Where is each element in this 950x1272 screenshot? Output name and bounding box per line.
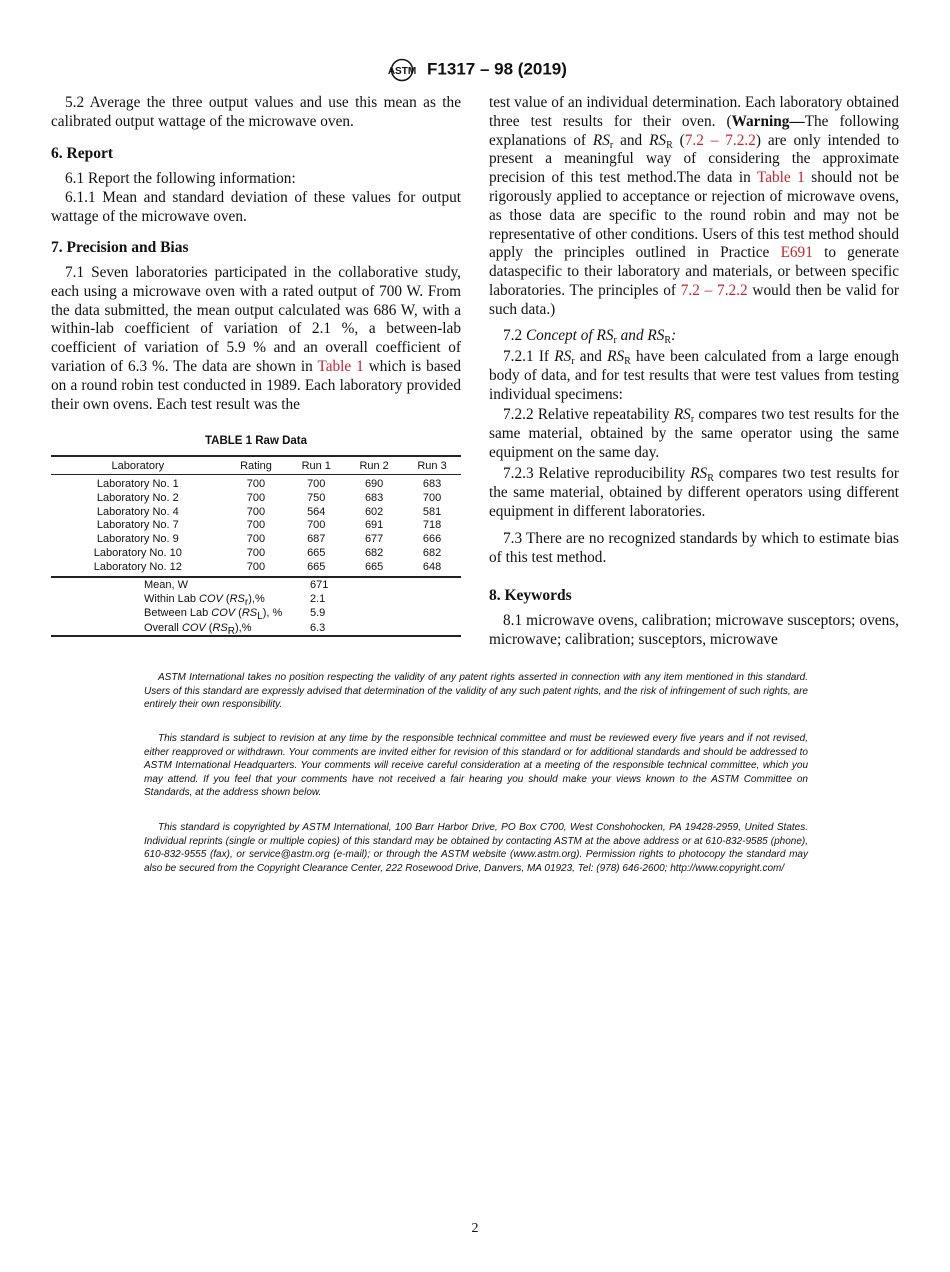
text-segment: 6.1.1 Mean and standard deviation of these values for output wattage of the microwave oven. [51, 189, 461, 225]
table-row [51, 519, 461, 533]
section-7-3 [489, 530, 899, 568]
table-cell: Laboratory No. 4 [96, 505, 179, 518]
text-segment: The following explanations of [489, 112, 900, 149]
table-cell: 700 [422, 491, 442, 504]
section-6-1-1 [51, 189, 461, 227]
table-cell: 687 [307, 533, 326, 546]
table-cell: 602 [364, 505, 384, 518]
text-segment: test value of an individual determination. Each laboratory obtained three test results for their oven. ( [489, 94, 899, 130]
section-6-1 [51, 170, 461, 189]
text-segment: COV [181, 621, 206, 634]
table-cell: 691 [364, 519, 384, 532]
text-segment: ) are only intended to present a meaningful way of considering the approximate precision of this test method.The data in [489, 131, 899, 187]
text-segment: would then be valid for such data.) [489, 281, 899, 318]
cross-reference-link[interactable]: 7.2 – 7.2.2 [680, 281, 748, 299]
text-segment: L [257, 611, 263, 623]
text-segment: r [244, 597, 249, 609]
page-header [0, 58, 950, 82]
heading-keywords: 8. Keywords [489, 587, 572, 604]
column-header: Run 3 [403, 456, 461, 475]
table-cell: 700 [246, 560, 266, 573]
text-segment: RS [229, 593, 245, 606]
svg-text:ASTM: ASTM [387, 66, 417, 77]
cross-reference-link[interactable]: E691 [780, 244, 813, 262]
table-cell: 683 [422, 478, 442, 490]
footer-copyright-notice: This standard is copyrighted by ASTM International, 100 Barr Harbor Drive, PO Box C700, West Conshohocken, PA 19428-2959, United States. Individual reprints (single or multiple copies) of this standard may be obtained by contacting ASTM at the above address or at 610-832-9585 (phone), 610-832-9555 (fax), or service@astm.org (e-mail); or through the ASTM website (www.astm.org). Permission rights to photocopy the standard may also be secured from the Copyright Clearance Center, 222 Rosewood Drive, Danvers, MA 01923, Tel: (978) 646-2600; http://www.copyright.com/ [144, 822, 808, 874]
table-row [51, 561, 461, 575]
section-7-2 [489, 327, 899, 346]
summary-row [51, 606, 461, 620]
table-cell: 700 [307, 519, 326, 532]
table-cell: 581 [422, 505, 442, 518]
text-segment: which is based on a round robin test conducted in 1989. Each laboratory provided their own ovens. Each test result was the [51, 357, 461, 413]
table-cell: Laboratory No. 1 [96, 478, 179, 490]
table-cell: 665 [307, 546, 326, 559]
text-segment: 7.1 Seven laboratories participated in the collaborative study, each using a microwave oven with a rated output of 700 W. From the data submitted, the mean output calculated was 686 W, with a within-lab coefficient of variation of 2.1 %, a between-lab coefficient of variation of 5.9 % and an overall coefficient of variation of 6.3 %. The data are shown in [51, 264, 461, 375]
text-segment: to generate dataspecific to their laboratory and materials, or between specific laboratories. The principles of [489, 244, 899, 299]
table-cell: 718 [422, 519, 442, 532]
table-row [51, 547, 461, 561]
text-segment: 5.2 Average the three output values and use this mean as the calibrated output wattage of the microwave oven. [51, 94, 461, 130]
column-header: Rating [225, 456, 288, 475]
summary-label [51, 577, 310, 592]
table-cell: 700 [246, 491, 266, 504]
text-segment: r [690, 414, 695, 425]
text-segment: Between Lab [144, 607, 212, 620]
section-5-2 [51, 94, 461, 132]
text-segment: 7.2.1 If [503, 348, 555, 365]
text-segment: ( [205, 621, 213, 634]
table-row [51, 475, 461, 492]
table-cell: 700 [307, 478, 326, 490]
page-number: 2 [471, 1221, 479, 1236]
text-segment: 8.1 microwave ovens, calibration; microwave susceptors; ovens, microwave; calibration; susceptors, microwave [489, 612, 899, 648]
table-cell: Laboratory No. 12 [93, 560, 182, 573]
text-segment: Mean, W [144, 579, 189, 591]
text-segment: 7.2.2 Relative repeatability [503, 406, 674, 423]
document-title: F1317 – 98 (2019) [427, 59, 567, 79]
text-segment: ( [235, 607, 242, 620]
table-cell: 750 [307, 491, 326, 504]
text-segment: Overall [144, 621, 182, 634]
column-header: Run 1 [287, 456, 345, 475]
text-segment: R [707, 473, 714, 484]
cross-reference-link[interactable]: Table 1 [317, 357, 364, 375]
text-segment: R [664, 335, 672, 346]
table-caption: TABLE 1 Raw Data [204, 435, 308, 447]
text-segment: 7.2.3 Relative reproducibility [503, 465, 691, 482]
cross-reference-link[interactable]: 7.2 – 7.2.2 [684, 131, 756, 149]
text-segment: R [666, 139, 673, 151]
raw-data-table [51, 455, 461, 575]
summary-label [51, 621, 310, 636]
heading-precision-bias: 7. Precision and Bias [51, 239, 189, 256]
text-segment: compares two test results for the same material, obtained by different operators using different equipment in different laboratories. [489, 465, 899, 520]
summary-label [51, 606, 310, 623]
text-segment: RS [592, 131, 610, 149]
section-7-2-3 [489, 465, 899, 521]
table-cell: 564 [307, 505, 326, 518]
text-segment: RS [241, 607, 258, 620]
text-segment: RS [649, 131, 667, 149]
summary-value: 5.9 [310, 607, 326, 620]
text-segment: ),% [235, 621, 252, 634]
section-7-1-continued [489, 94, 899, 320]
text-segment: COV [199, 593, 223, 606]
table-cell: 700 [246, 533, 266, 546]
table-cell: 682 [422, 546, 442, 559]
cross-reference-link[interactable]: Table 1 [756, 169, 805, 187]
text-segment: RS [607, 348, 625, 365]
section-7-2-2 [489, 406, 899, 462]
text-segment: ( [672, 131, 685, 149]
table-cell: 700 [246, 505, 266, 518]
text-segment: R [624, 356, 631, 367]
table-cell: 690 [364, 478, 384, 490]
text-segment: r [609, 139, 614, 151]
table-row [51, 492, 461, 506]
footer-revision-notice: This standard is subject to revision at any time by the responsible technical committee and must be reviewed every five years and if not revised, either reapproved or withdrawn. Your comments are invited either for revision of this standard or for additional standards and should be addressed to ASTM International Headquarters. Your comments will receive careful consideration at a meeting of the responsible technical committee, which you may attend. If you feel that your comments have not received a fair hearing you should make your views known to the ASTM Committee on Standards, at the address shown below. [144, 733, 808, 799]
text-segment: 7.2 [503, 327, 526, 344]
text-segment: have been calculated from a large enough body of data, and for test results that were test values from testing individual specimens: [489, 348, 899, 403]
summary-value: 2.1 [310, 593, 326, 606]
table-cell: 666 [422, 533, 442, 546]
text-segment: R [227, 625, 235, 637]
summary-value: 671 [310, 579, 329, 591]
summary-row [51, 577, 461, 592]
table-cell: 700 [246, 546, 266, 559]
text-segment: compares two test results for the same material, obtained by the same operator using the same equipment on the same day. [489, 406, 899, 461]
text-segment: and [574, 348, 608, 365]
section-7-2-1 [489, 348, 899, 404]
table-row [51, 533, 461, 547]
text-segment: RS [673, 406, 691, 423]
text-segment: and RS [616, 327, 665, 344]
text-segment: RS [554, 348, 572, 365]
table-cell: Laboratory No. 2 [96, 491, 179, 504]
heading-report: 6. Report [51, 145, 113, 162]
text-segment: and [613, 131, 650, 149]
text-segment: Concept of RS [525, 327, 614, 344]
text-segment: 7.3 There are no recognized standards by which to estimate bias of this test method. [489, 530, 899, 566]
table-cell: Laboratory No. 7 [96, 519, 179, 532]
table-cell: 700 [246, 519, 266, 532]
text-segment: 6.1 Report the following information: [65, 170, 296, 187]
text-segment: r [571, 356, 575, 367]
astm-logo-icon [383, 58, 421, 82]
table-cell: 677 [364, 533, 384, 546]
text-segment: should not be rigorously applied to acceptance or rejection of microwave ovens, as those data are specific to the round robin and may not be representative of other conditions. Users of this test method should apply the principles outlined in Practice [489, 169, 900, 262]
text-segment: ),% [248, 593, 265, 606]
summary-label [51, 592, 310, 609]
column-header: Laboratory [51, 456, 225, 475]
table-cell: 700 [246, 478, 266, 490]
text-segment: Within Lab [144, 593, 200, 606]
section-8-1 [489, 612, 899, 650]
table-cell: Laboratory No. 10 [93, 546, 182, 559]
column-header: Run 2 [345, 456, 403, 475]
table-cell: 648 [422, 560, 442, 573]
text-segment: RS [212, 621, 228, 634]
summary-row [51, 621, 461, 636]
summary-row [51, 592, 461, 606]
table-cell: Laboratory No. 9 [96, 533, 179, 546]
table-cell: 665 [307, 560, 326, 573]
table-cell: 682 [364, 546, 384, 559]
text-segment: RS [690, 465, 708, 482]
table-cell: 683 [364, 491, 384, 504]
section-7-1 [51, 264, 461, 414]
text-segment: Warning— [731, 112, 805, 130]
table-cell: 665 [364, 560, 384, 573]
summary-table [51, 576, 461, 637]
footer-patent-notice: ASTM International takes no position respecting the validity of any patent rights asserted in connection with any item mentioned in this standard. Users of this standard are expressly advised that determination of the validity of any such patent rights, and the risk of infringement of such rights, are entirely their own responsibility. [144, 672, 808, 711]
table-row [51, 506, 461, 520]
text-segment: : [671, 327, 677, 344]
text-segment: ( [222, 593, 230, 606]
text-segment: COV [211, 607, 236, 620]
text-segment: r [613, 335, 617, 346]
text-segment: ), % [262, 607, 283, 620]
summary-value: 6.3 [310, 621, 326, 634]
